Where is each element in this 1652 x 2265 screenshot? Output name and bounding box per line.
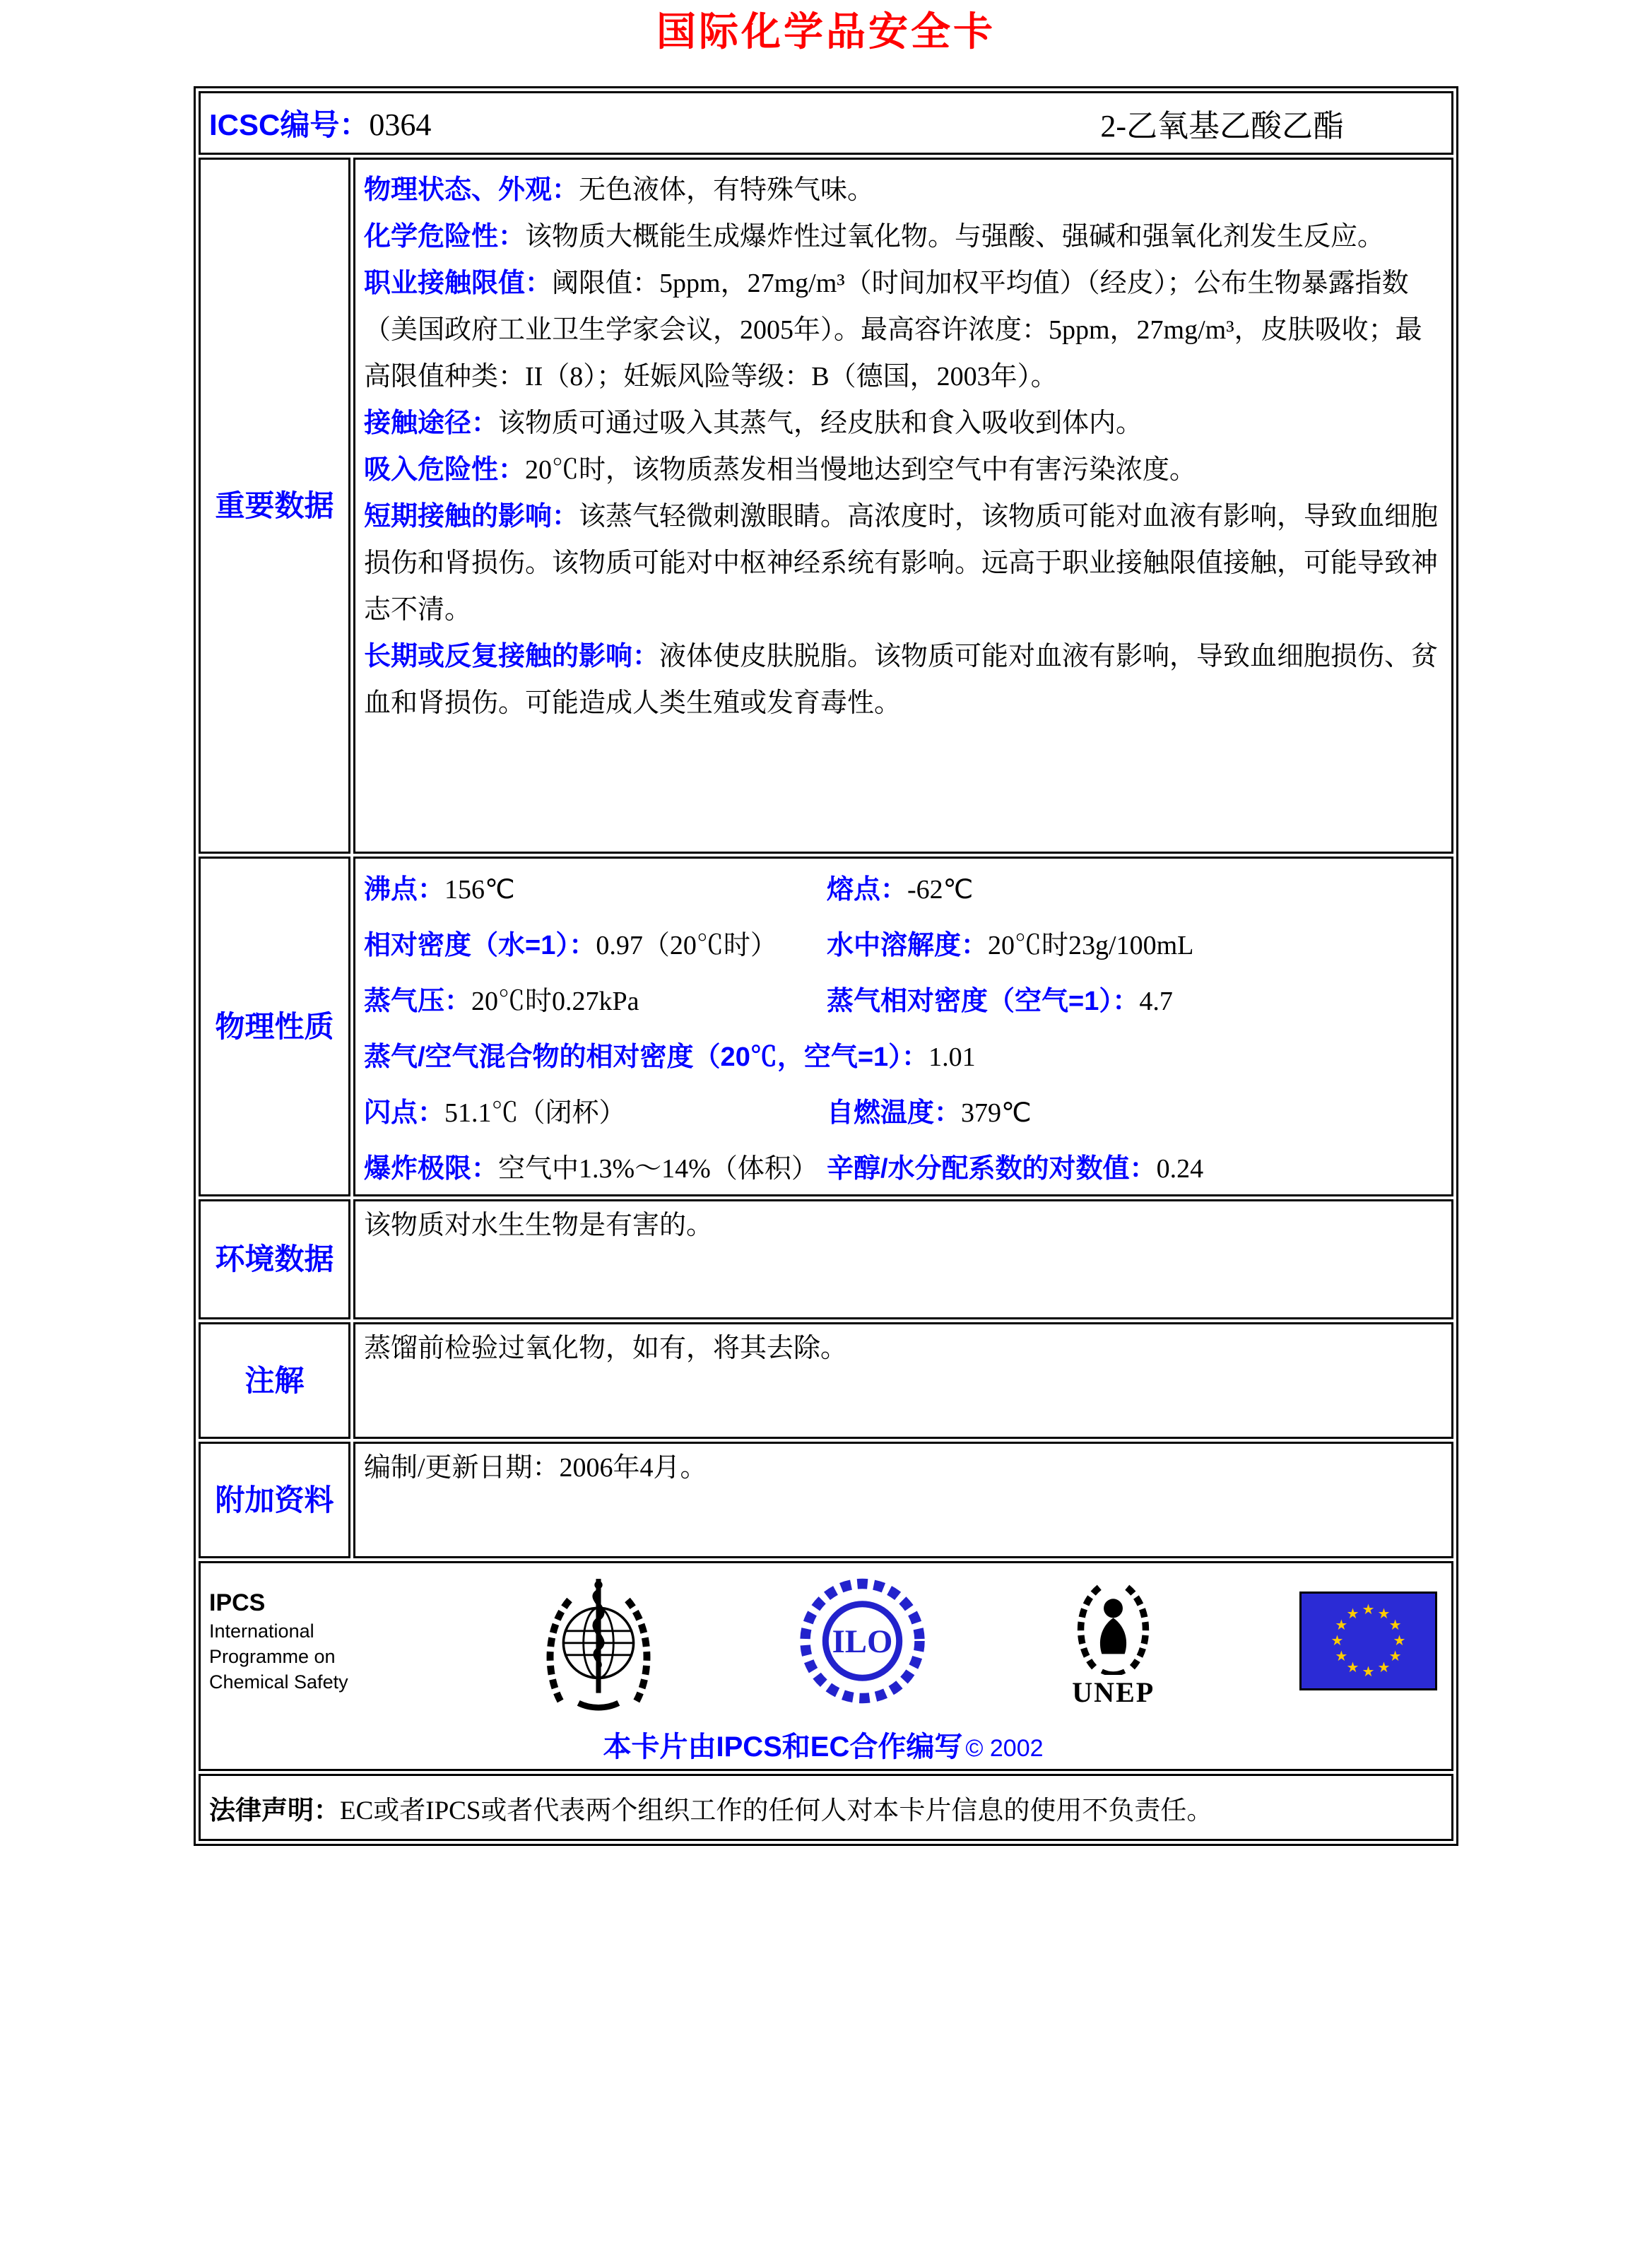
phys-item-vapor-relative-density: [827, 979, 1443, 1024]
phys-label: 水中溶解度：: [827, 931, 989, 960]
icsc-number-group: [209, 102, 431, 144]
header-row: [199, 91, 1453, 155]
section-label-important-data: 重要数据: [215, 488, 334, 522]
logos-row: [199, 1561, 1453, 1771]
additional-info-row: [199, 1442, 1453, 1558]
unep-logo-block: [1066, 1576, 1161, 1707]
important-item-text: 无色液体，有特殊气味。: [579, 175, 875, 205]
physical-properties-content: [353, 857, 1453, 1196]
additional-info-label-cell: [199, 1442, 350, 1558]
phys-value: 4.7: [1139, 987, 1173, 1016]
phys-label: 相对密度（水=1）：: [364, 931, 596, 960]
unep-logo-text: UNEP: [1072, 1676, 1155, 1708]
important-item-label: 短期接触的影响：: [364, 502, 579, 531]
eu-star: ★: [1335, 1649, 1348, 1664]
important-item-text: 液体使皮肤脱脂。该物质可能对血液有影响，导致血细胞损伤、贫血和肾损伤。可能造成人类生殖或发育毒性。: [364, 642, 1439, 718]
phys-item-autoignition-temperature: [827, 1090, 1443, 1136]
important-item-text: 该蒸气轻微刺激眼睛。高浓度时，该物质可能对血液有影响，导致血细胞损伤和肾损伤。该物质可能对中枢神经系统有影响。远高于职业接触限值接触，可能导致神志不清。: [364, 502, 1439, 625]
ilo-logo-text: ILO: [832, 1623, 892, 1661]
additional-info-content: [353, 1442, 1453, 1558]
phys-value: 379℃: [961, 1098, 1032, 1128]
environmental-data-label-cell: [199, 1199, 350, 1319]
phys-item-vapor-pressure: [364, 979, 827, 1024]
important-item-exposure-routes: [364, 400, 1443, 447]
header-cell: [199, 91, 1453, 155]
phys-item-vapor-air-mixture-density: [364, 1035, 1443, 1080]
additional-info-text: 编制/更新日期：2006年4月。: [364, 1453, 707, 1483]
icsc-card-table: [194, 86, 1458, 1846]
phys-label: 蒸气相对密度（空气=1）：: [827, 987, 1140, 1016]
important-item-short-term-effects: [364, 493, 1443, 633]
legal-notice-label: 法律声明：: [209, 1795, 340, 1825]
ipcs-subtitle-line: International: [209, 1620, 314, 1642]
environmental-data-text: 该物质对水生生物是有害的。: [364, 1211, 714, 1240]
notes-label-cell: [199, 1322, 350, 1439]
page-title: 国际化学品安全卡: [656, 11, 996, 54]
eu-star: ★: [1335, 1618, 1348, 1633]
eu-star: ★: [1346, 1606, 1359, 1622]
important-data-label-cell: [199, 158, 350, 854]
eu-star: ★: [1377, 1606, 1391, 1622]
phys-value: 空气中1.3%～14%（体积）: [498, 1154, 818, 1184]
phys-label: 蒸气压：: [364, 987, 472, 1016]
important-item-label: 长期或反复接触的影响：: [364, 642, 660, 671]
important-item-text: 该物质可通过吸入其蒸气，经皮肤和食入吸收到体内。: [498, 408, 1143, 438]
important-item-label: 物理状态、外观：: [364, 175, 579, 205]
section-label-environmental-data: 环境数据: [215, 1242, 334, 1276]
important-item-label: 接触途径：: [364, 408, 499, 438]
important-item-chemical-danger: [364, 213, 1443, 260]
ipcs-title: IPCS: [209, 1589, 266, 1616]
eu-star: ★: [1362, 1602, 1375, 1618]
phys-value: 0.97（20℃时）: [596, 931, 777, 960]
important-item-text: 20℃时，该物质蒸发相当慢地达到空气中有害污染浓度。: [525, 455, 1197, 485]
eu-star: ★: [1346, 1660, 1359, 1676]
legal-cell: [199, 1774, 1453, 1841]
notes-text: 蒸馏前检验过氧化物，如有，将其去除。: [364, 1334, 848, 1363]
important-item-label: 吸入危险性：: [364, 455, 526, 485]
phys-item-octanol-water-partition: [827, 1146, 1443, 1192]
important-item-label: 化学危险性：: [364, 222, 526, 252]
chemical-name: 2-乙氧基乙酸乙酯: [1100, 109, 1344, 143]
eu-star: ★: [1331, 1633, 1344, 1649]
eu-flag-icon: [1299, 1592, 1437, 1690]
phys-value: 20℃时23g/100mL: [988, 931, 1194, 960]
eu-star: ★: [1388, 1618, 1402, 1633]
important-item-long-term-effects: [364, 633, 1443, 726]
important-item-occupational-limits: [364, 260, 1443, 400]
notes-row: [199, 1322, 1453, 1439]
important-item-text: 该物质大概能生成爆炸性过氧化物。与强酸、强碱和强氧化剂发生反应。: [525, 222, 1385, 252]
phys-label: 熔点：: [827, 875, 908, 905]
phys-value: 156℃: [444, 875, 515, 905]
phys-value: 51.1℃（闭杯）: [444, 1098, 626, 1128]
physical-properties-label-cell: [199, 857, 350, 1196]
eu-star: ★: [1377, 1660, 1391, 1676]
eu-star: ★: [1393, 1633, 1406, 1649]
legal-row: [199, 1774, 1453, 1841]
notes-content: [353, 1322, 1453, 1439]
logos-cell: [199, 1561, 1453, 1771]
phys-value: 1.01: [928, 1042, 976, 1072]
section-label-notes: 注解: [244, 1363, 305, 1397]
phys-item-relative-density: [364, 923, 827, 968]
phys-value: -62℃: [907, 875, 974, 905]
section-label-physical-properties: 物理性质: [215, 1009, 334, 1043]
environmental-data-content: [353, 1199, 1453, 1319]
legal-notice-text: EC或者IPCS或者代表两个组织工作的任何人对本卡片信息的使用不负责任。: [340, 1796, 1213, 1825]
important-item-label: 职业接触限值：: [364, 269, 553, 298]
unep-logo-icon: [1066, 1576, 1161, 1675]
physical-properties-row: [199, 857, 1453, 1196]
important-data-content: [353, 158, 1453, 854]
ipcs-subtitle-line: Chemical Safety: [209, 1671, 348, 1693]
phys-label: 蒸气/空气混合物的相对密度（20℃，空气=1）：: [364, 1042, 929, 1072]
eu-star: ★: [1388, 1649, 1402, 1664]
phys-label: 闪点：: [364, 1098, 445, 1128]
phys-item-water-solubility: [827, 923, 1443, 968]
phys-value: 20℃时0.27kPa: [471, 987, 639, 1016]
icsc-number-value: 0364: [369, 107, 432, 142]
ipcs-subtitle-line: Programme on: [209, 1646, 336, 1667]
phys-label: 自燃温度：: [827, 1098, 962, 1128]
phys-item-melting-point: [827, 867, 1443, 912]
phys-label: 爆炸极限：: [364, 1154, 499, 1184]
phys-value: 0.24: [1156, 1154, 1204, 1184]
phys-item-explosive-limits: [364, 1146, 827, 1192]
icsc-number-label: ICSC编号：: [209, 108, 370, 141]
ipcs-text-block: [209, 1587, 400, 1695]
important-data-row: [199, 158, 1453, 854]
environmental-data-row: [199, 1199, 1453, 1319]
copyright-text: © 2002: [965, 1735, 1044, 1762]
attribution-text: 本卡片由IPCS和EC合作编写: [603, 1731, 963, 1763]
section-label-additional-info: 附加资料: [215, 1483, 334, 1517]
attribution-line: [209, 1724, 1437, 1765]
who-logo-icon: [538, 1570, 659, 1712]
phys-label: 辛醇/水分配系数的对数值：: [827, 1154, 1157, 1184]
phys-item-flash-point: [364, 1090, 827, 1136]
important-item-text: 阈限值：5ppm，27mg/m³（时间加权平均值）（经皮）；公布生物暴露指数（美国政府工业卫生学家会议，2005年）。最高容许浓度：5ppm，27mg/m³，皮肤吸收；最高限值种类：II（8）；妊娠风险等级：B（德国，2003年）。: [364, 269, 1422, 392]
important-item-physical-state: [364, 167, 1443, 213]
eu-star: ★: [1362, 1664, 1375, 1680]
phys-label: 沸点：: [364, 875, 445, 905]
important-item-inhalation-risk: [364, 447, 1443, 493]
phys-item-boiling-point: [364, 867, 827, 912]
ilo-logo-icon: [797, 1577, 928, 1705]
